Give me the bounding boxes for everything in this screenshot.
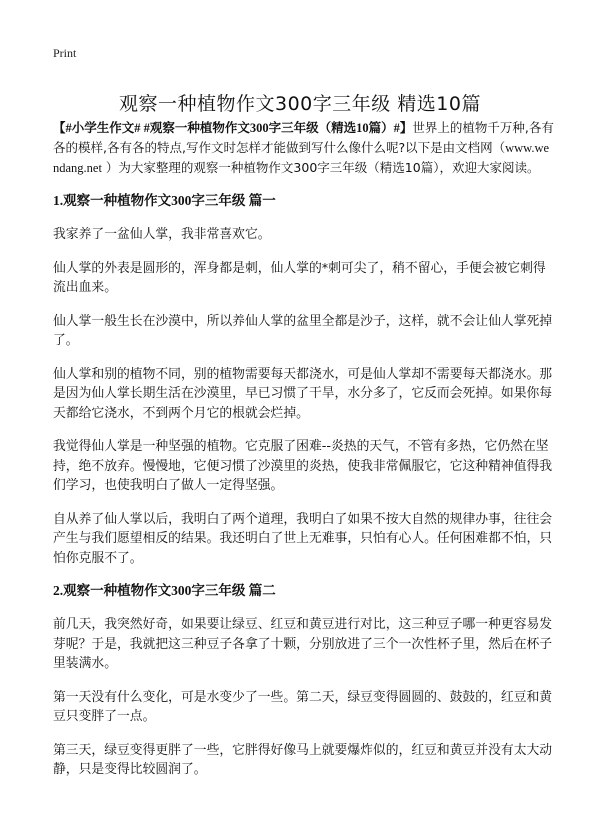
article-body bbox=[53, 118, 555, 794]
section-1-paragraph-1: 我家养了一盆仙人掌，我非常喜欢它。 bbox=[53, 227, 271, 242]
intro-paragraph bbox=[53, 118, 555, 178]
intro-site-link: www.wendang.net bbox=[53, 141, 550, 175]
section-1-paragraph-6: 自从养了仙人掌以后，我明白了两个道理，我明白了如果不按大自然的规律办事，往往会产生与我们愿望相反的结果。我还明白了世上无难事，只怕有心人。任何困难都不怕，只怕你克服不了。 bbox=[53, 511, 553, 566]
section-2-paragraph-1: 前几天，我突然好奇，如果要让绿豆、红豆和黄豆进行对比，这三种豆子哪一种更容易发芽呢？于是，我就把这三种豆子各拿了十颗，分别放进了三个一次性杯子里，然后在杯子里装满水。 bbox=[53, 617, 553, 671]
section-heading-2: 2.观察一种植物作文300字三年级 篇二 bbox=[53, 583, 276, 598]
section-2-paragraph-3: 第三天，绿豆变得更胖了一些，它胖得好像马上就要爆炸似的，红豆和黄豆并没有太大动静，只是变得比较圆润了。 bbox=[53, 742, 553, 777]
section-2-paragraph-2: 第一天没有什么变化，可是水变少了一些。第二天，绿豆变得圆圆的、鼓鼓的，红豆和黄豆只变胖了一点。 bbox=[53, 689, 553, 724]
intro-text-after-site: ）为大家整理的观察一种植物作文300字三年级（精选10篇），欢迎大家阅读。 bbox=[101, 160, 540, 175]
section-heading-1: 1.观察一种植物作文300字三年级 篇一 bbox=[53, 193, 276, 208]
section-1-paragraph-2: 仙人掌的外表是圆形的，浑身都是刺，仙人掌的*刺可尖了，稍不留心，手便会被它刺得流出血来。 bbox=[53, 260, 546, 295]
section-1-paragraph-3: 仙人掌一般生长在沙漠中，所以养仙人掌的盆里全都是沙子，这样，就不会让仙人掌死掉了。 bbox=[53, 313, 553, 348]
print-label: Print bbox=[53, 46, 77, 60]
section-1-paragraph-4: 仙人掌和别的植物不同，别的植物需要每天都浇水，可是仙人掌却不需要每天都浇水。那是因为仙人掌长期生活在沙漠里，早已习惯了干旱，水分多了，它反而会死掉。如果你每天都给它浇水，不到两个月它的根就会烂掉。 bbox=[53, 366, 553, 421]
section-1-paragraph-5: 我觉得仙人掌是一种坚强的植物。它克服了困难--炎热的天气，不管有多热，它仍然在坚持，绝不放弃。慢慢地，它便习惯了沙漠里的炎热，使我非常佩服它，它这种精神值得我们学习，也使我明白了做人一定得坚强。 bbox=[53, 439, 553, 493]
page-title: 观察一种植物作文300字三年级 精选10篇 bbox=[119, 92, 481, 115]
intro-tag: 【#小学生作文# #观察一种植物作文300字三年级（精选10篇）#】 bbox=[53, 121, 413, 135]
intro-text-before-site: 世界上的植物千万种,各有各的模样,各有各的特点,写作文时怎样才能做到写什么像什么呢?以下是由文档网（ bbox=[53, 120, 554, 155]
